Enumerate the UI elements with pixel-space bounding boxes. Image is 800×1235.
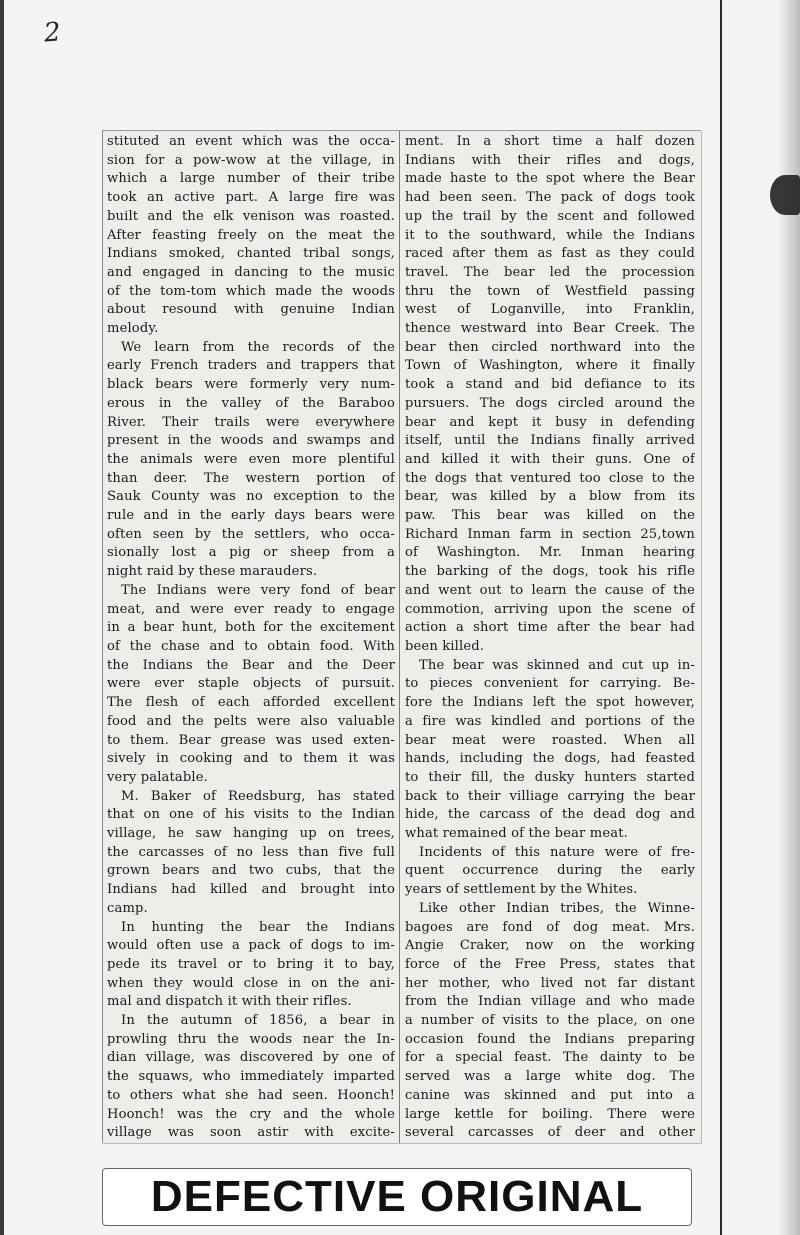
text-line: Hoonch! was the cry and the whole [107,1106,395,1122]
text-line: about resound with genuine Indian [107,302,395,318]
text-line: bear, was killed by a blow from its [405,489,695,505]
text-line: were ever staple objects of pursuit. [107,676,395,692]
newspaper-clipping [102,130,701,1143]
text-line: action a short time after the bear had [405,620,695,636]
text-line: grown bears and two cubs, that the [107,863,395,879]
text-line: and went out to learn the cause of the [405,582,695,598]
text-line: served was a large white dog. The [405,1069,695,1085]
text-line: camp. [107,900,148,916]
text-line: In hunting the bear the Indians [121,919,395,935]
text-line: and engaged in dancing to the music [107,264,395,280]
text-line: the squaws, who immediately imparted [107,1069,395,1085]
text-line: several carcasses of deer and other [405,1125,695,1141]
text-line: night raid by these marauders. [107,564,318,580]
text-line: bagoes are fond of dog meat. Mrs. [405,919,695,935]
text-line: bear meat were roasted. When all [405,732,695,748]
text-line: In the autumn of 1856, a bear in [121,1013,395,1029]
text-line: took an active part. A large fire was [107,190,395,206]
text-line: bear and kept it busy in defending [405,414,695,430]
left-column [107,133,395,1143]
text-line: The Indians were very fond of bear [121,582,395,598]
text-line: melody. [107,321,159,337]
text-line: that on one of his visits to the Indian [107,807,395,823]
text-line: ment. In a short time a half dozen [405,134,695,149]
text-line: often seen by the settlers, who occa- [107,526,395,542]
text-line: of Washington. Mr. Inman hearing [405,545,695,561]
text-line: paw. This bear was killed on the [405,508,695,524]
text-line: The flesh of each afforded excellent [107,695,395,711]
text-line: to them. Bear grease was used exten- [107,732,395,748]
text-line: what remained of the bear meat. [405,826,628,842]
text-line: Indians with their rifles and dogs, [405,152,695,168]
text-line: to pieces convenient for carrying. Be- [405,676,695,692]
text-line: the dogs that ventured too close to the [405,470,695,486]
text-line: hide, the carcass of the dead dog and [405,807,695,823]
text-line: early French traders and trappers that [107,358,395,374]
text-line: when they would close in on the ani- [107,975,395,991]
text-line: mal and dispatch it with their rifles. [107,994,352,1010]
text-line: to others what she had seen. Hoonch! [107,1087,395,1103]
text-line: pede its travel or to bring it to bay, [107,956,395,972]
text-line: sionally lost a pig or sheep from a [107,545,395,561]
text-line: to their fill, the dusky hunters started [405,769,695,785]
text-line: it to the southward, while the Indians [405,227,695,243]
page-margin-rule [720,0,722,1235]
text-line: would often use a pack of dogs to im- [107,938,395,954]
text-line: Incidents of this nature were of fre- [419,844,695,860]
text-line: and killed it with their guns. One of [405,451,695,467]
text-line: a fire was kindled and portions of the [405,713,695,729]
text-line: food and the pelts were also valuable [107,713,395,729]
text-line: Indians had killed and brought into [107,882,395,898]
text-line: for a special feast. The dainty to be [405,1050,695,1066]
text-line: thence westward into Bear Creek. The [405,321,695,337]
handwritten-page-number: 2 [42,17,62,49]
text-line: itself, until the Indians finally arrived [405,433,695,449]
defective-original-stamp: DEFECTIVE ORIGINAL [102,1168,692,1226]
text-line: occasion found the Indians preparing [405,1031,695,1047]
text-line: Richard Inman farm in section 25,town [405,526,695,542]
text-line: canine was skinned and put into a [405,1087,695,1103]
text-line: very palatable. [107,769,208,785]
text-line: prowling thru the woods near the In- [107,1031,395,1047]
text-line: years of settlement by the Whites. [405,882,638,898]
text-line: Angie Craker, now on the working [405,938,695,954]
text-line: erous in the valley of the Baraboo [107,395,395,411]
text-line: up the trail by the scent and followed [405,208,695,224]
text-line: River. Their trails were everywhere [107,414,395,430]
text-line: hands, including the dogs, had feasted [405,751,695,767]
text-line: M. Baker of Reedsburg, has stated [121,788,395,804]
text-line: village, he saw hanging up on trees, [107,826,395,842]
text-line: present in the woods and swamps and [107,433,395,449]
text-line: pursuers. The dogs circled around the [405,395,695,411]
text-line: large kettle for boiling. There were [405,1106,695,1122]
text-line: Indians smoked, chanted tribal songs, [107,246,395,262]
text-line: had been seen. The pack of dogs took [405,190,695,206]
text-line: of the tom-tom which made the woods [107,283,395,299]
text-line: rule and in the early days bears were [107,508,395,524]
text-line: than deer. The western portion of [107,470,395,486]
text-line: sively in cooking and to them it was [107,751,395,767]
scan-edge-left [0,0,4,1235]
text-line: from the Indian village and who made [405,994,695,1010]
text-line: village was soon astir with excite- [107,1125,395,1141]
text-line: the carcasses of no less than five full [107,844,395,860]
text-line: been killed. [405,638,485,654]
ink-blot [770,175,800,215]
text-line: west of Loganville, into Franklin, [405,302,695,318]
text-line: of the chase and to obtain food. With [107,638,395,654]
text-line: a number of visits to the place, on one [405,1013,695,1029]
text-line: commotion, arriving upon the scene of [405,601,695,617]
text-line: bear then circled northward into the [405,339,695,355]
text-line: which a large number of their tribe [107,171,395,187]
text-line: made haste to the spot where the Bear [405,171,695,187]
text-line: After feasting freely on the meat the [107,227,395,243]
right-column [405,133,695,1143]
text-line: built and the elk venison was roasted. [107,208,395,224]
text-line: in a bear hunt, both for the excitement [107,620,395,636]
text-line: fore the Indians left the spot however, [405,695,695,711]
text-line: thru the town of Westfield passing [405,283,695,299]
text-line: the Indians the Bear and the Deer [107,657,395,673]
text-line: Town of Washington, where it finally [405,358,695,374]
text-line: dian village, was discovered by one of [107,1050,395,1066]
text-line: stituted an event which was the occa- [107,134,395,149]
text-line: The bear was skinned and cut up in- [419,657,695,673]
text-line: meat, and were ever ready to engage [107,601,395,617]
text-line: raced after them as fast as they could [405,246,695,262]
text-line: the animals were even more plentiful [107,451,395,467]
text-line: back to their villiage carrying the bear [405,788,695,804]
text-line: Like other Indian tribes, the Winne- [419,900,695,916]
text-line: Sauk County was no exception to the [107,489,395,505]
text-line: took a stand and bid defiance to its [405,377,695,393]
text-line: black bears were formerly very num- [107,377,395,393]
text-line: force of the Free Press, states that [405,956,695,972]
text-line: her mother, who lived not far distant [405,975,695,991]
text-line: the barking of the dogs, took his rifle [405,564,695,580]
column-divider [399,131,400,1143]
text-line: travel. The bear led the procession [405,264,695,280]
text-line: quent occurrence during the early [405,863,695,879]
text-line: We learn from the records of the [121,339,395,355]
text-line: sion for a pow-wow at the village, in [107,152,395,168]
